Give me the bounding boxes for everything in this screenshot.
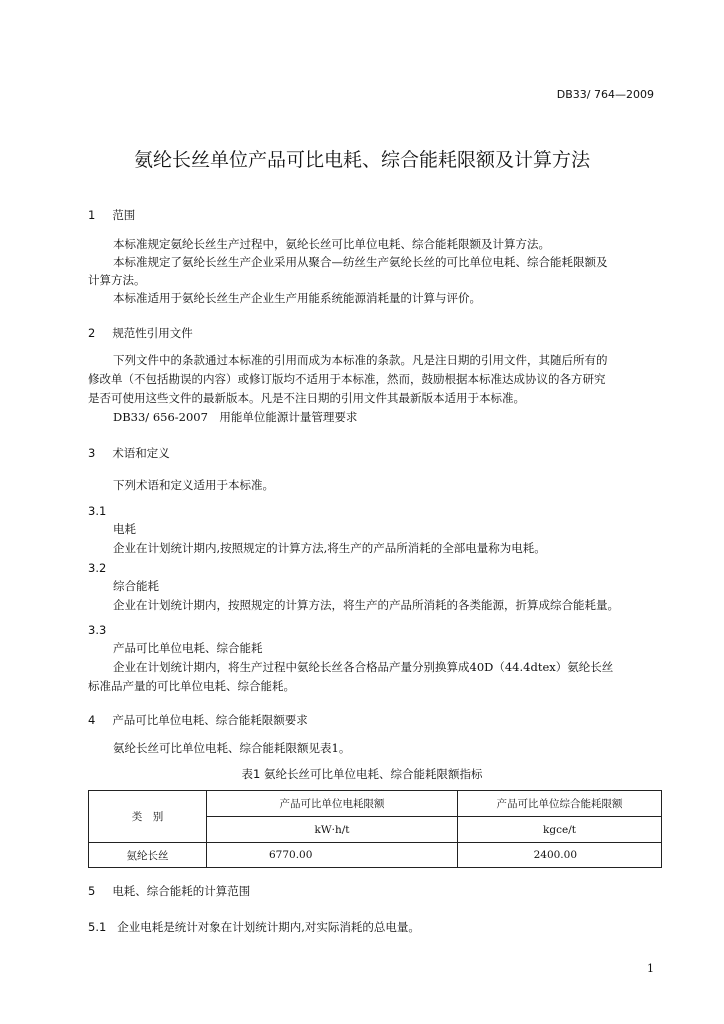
document-title: 氨纶长丝单位产品可比电耗、综合能耗限额及计算方法 <box>133 149 590 171</box>
term-number: 3.2 <box>88 561 107 575</box>
clause-text: 企业电耗是统计对象在计划统计期内,对实际消耗的总电量。 <box>117 920 420 934</box>
electricity-value: 6770.00 <box>207 843 458 868</box>
section-title: 范围 <box>112 208 136 222</box>
page-number: 1 <box>647 962 654 975</box>
section-4-heading <box>88 712 308 728</box>
term-definition: 企业在计划统计期内,按照规定的计算方法,将生产的产品所消耗的全部电量称为电耗。 <box>113 541 546 555</box>
section-5-heading <box>88 883 250 899</box>
section-number: 1 <box>88 208 96 222</box>
electricity-limit-header: 产品可比单位电耗限额 <box>207 791 458 817</box>
section-2-heading <box>88 325 193 341</box>
paragraph: 本标准规定了氨纶长丝生产企业采用从聚合—纺丝生产氨纶长丝的可比单位电耗、综合能耗限额及 <box>113 255 608 269</box>
section-title: 规范性引用文件 <box>112 326 193 340</box>
table-row <box>89 843 662 868</box>
section-number: 2 <box>88 326 96 340</box>
section-title: 产品可比单位电耗、综合能耗限额要求 <box>112 713 308 727</box>
table-caption: 表1 氨纶长丝可比单位电耗、综合能耗限额指标 <box>241 767 483 781</box>
paragraph: 下列术语和定义适用于本标准。 <box>113 478 274 492</box>
standard-code: DB33/ 764—2009 <box>556 88 654 101</box>
paragraph: 下列文件中的条款通过本标准的引用而成为本标准的条款。凡是注日期的引用文件，其随后所有的 <box>113 353 608 367</box>
paragraph: 计算方法。 <box>88 273 146 287</box>
term-definition: 标准品产量的可比单位电耗、综合能耗。 <box>88 679 295 693</box>
category-header: 类 别 <box>89 791 207 843</box>
term-definition: 企业在计划统计期内，将生产过程中氨纶长丝各合格品产量分别换算成40D（44.4dtex）氨纶长丝 <box>113 660 614 674</box>
section-3-heading <box>88 445 170 461</box>
clause-5-1 <box>88 919 420 935</box>
clause-number: 5.1 <box>88 920 107 934</box>
limits-table <box>88 790 662 868</box>
term-name: 电耗 <box>113 522 136 536</box>
paragraph: 氨纶长丝可比单位电耗、综合能耗限额见表1。 <box>113 741 351 755</box>
term-name: 产品可比单位电耗、综合能耗 <box>113 641 263 655</box>
section-number: 3 <box>88 446 96 460</box>
section-title: 电耗、综合能耗的计算范围 <box>112 884 251 898</box>
energy-limit-header: 产品可比单位综合能耗限额 <box>458 791 662 817</box>
section-number: 4 <box>88 713 96 727</box>
energy-value: 2400.00 <box>458 843 662 868</box>
section-1-heading <box>88 207 135 223</box>
electricity-unit: kW·h/t <box>207 817 458 843</box>
term-name: 综合能耗 <box>113 579 159 593</box>
section-title: 术语和定义 <box>112 446 170 460</box>
paragraph: 本标准规定氨纶长丝生产过程中，氨纶长丝可比单位电耗、综合能耗限额及计算方法。 <box>113 237 550 251</box>
paragraph: 本标准适用于氨纶长丝生产企业生产用能系统能源消耗量的计算与评价。 <box>113 291 481 305</box>
section-number: 5 <box>88 884 96 898</box>
paragraph: 是否可使用这些文件的最新版本。凡是不注日期的引用文件其最新版本适用于本标准。 <box>88 391 525 405</box>
paragraph: 修改单（不包括勘误的内容）或修订版均不适用于本标准，然而，鼓励根据本标准达成协议的各方研究 <box>88 372 606 386</box>
energy-unit: kgce/t <box>458 817 662 843</box>
category-cell: 氨纶长丝 <box>89 843 207 868</box>
normative-reference: DB33/ 656-2007 用能单位能源计量管理要求 <box>113 410 358 424</box>
term-definition: 企业在计划统计期内，按照规定的计算方法，将生产的产品所消耗的各类能源，折算成综合能耗量。 <box>113 598 619 612</box>
term-number: 3.3 <box>88 623 107 637</box>
term-number: 3.1 <box>88 504 107 518</box>
